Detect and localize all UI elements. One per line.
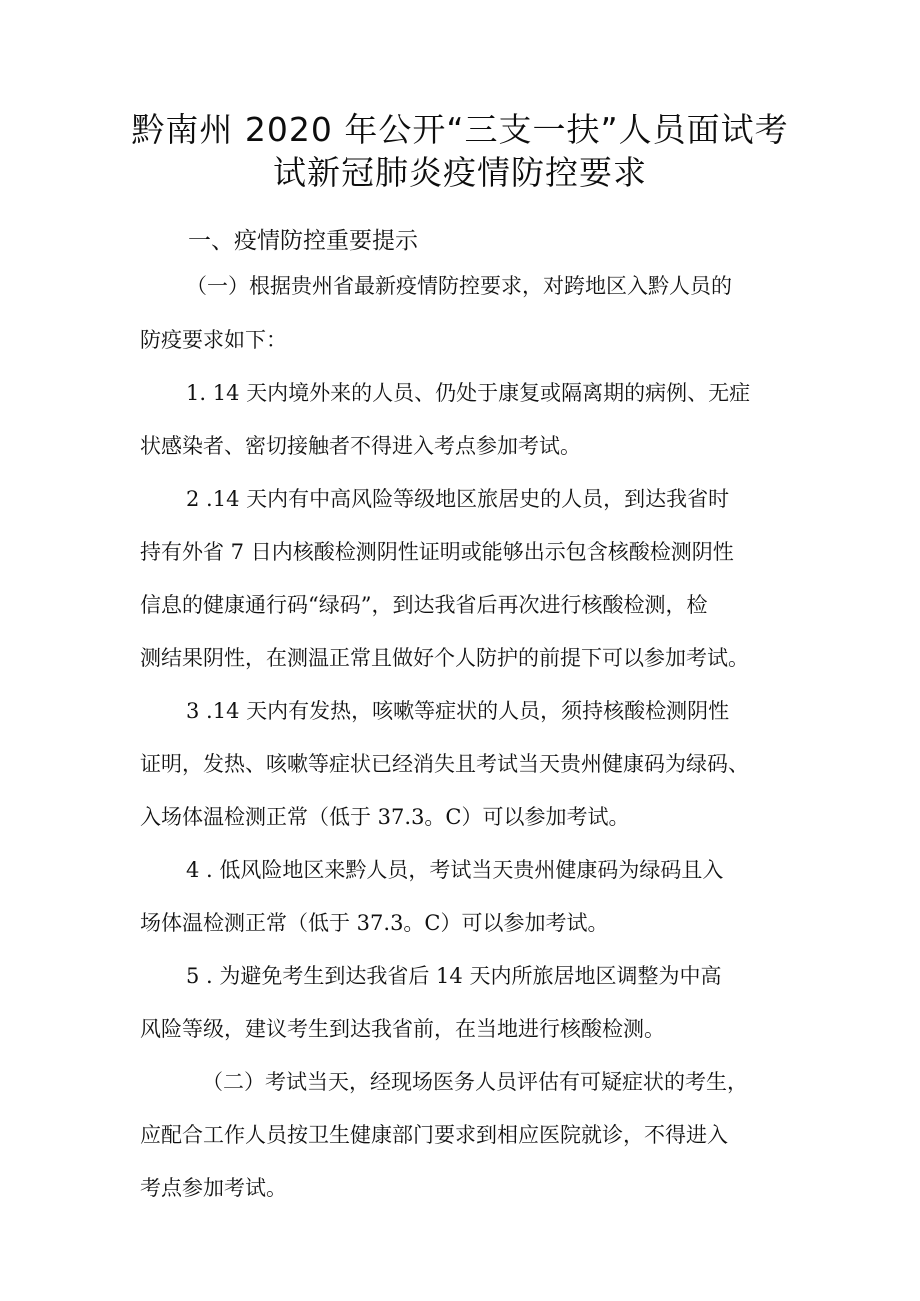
item3-line-3: 入场体温检测正常（低于 37.3。C）可以参加考试。 <box>140 805 630 829</box>
section-heading: 一、疫情防控重要提示 <box>188 228 418 254</box>
item3-line-1: 3 .14 天内有发热，咳嗽等症状的人员，须持核酸检测阴性 <box>186 699 730 723</box>
para1-line-2: 防疫要求如下： <box>140 328 287 352</box>
document-title-line-1: 黔南州 2020 年公开“三支一扶”人员面试考 <box>131 110 789 149</box>
item2-line-2: 持有外省 7 日内核酸检测阴性证明或能够出示包含核酸检测阴性 <box>140 540 734 564</box>
para2-line-3: 考点参加考试。 <box>140 1176 287 1200</box>
item5-line-2: 风险等级，建议考生到达我省前，在当地进行核酸检测。 <box>140 1017 665 1041</box>
item2-line-3: 信息的健康通行码“绿码”，到达我省后再次进行核酸检测，检 <box>140 593 708 617</box>
item2-line-4: 测结果阴性，在测温正常且做好个人防护的前提下可以参加考试。 <box>140 646 749 670</box>
item1-line-2: 状感染者、密切接触者不得进入考点参加考试。 <box>140 434 581 458</box>
item1-line-1: 1. 14 天内境外来的人员、仍处于康复或隔离期的病例、无症 <box>186 381 751 405</box>
para1-line-1: （一）根据贵州省最新疫情防控要求，对跨地区入黔人员的 <box>186 274 732 298</box>
item4-line-2: 场体温检测正常（低于 37.3。C）可以参加考试。 <box>140 911 609 935</box>
item4-line-1: 4 . 低风险地区来黔人员，考试当天贵州健康码为绿码且入 <box>186 858 724 882</box>
item2-line-1: 2 .14 天内有中高风险等级地区旅居史的人员，到达我省时 <box>186 487 730 511</box>
document-title-line-2: 试新冠肺炎疫情防控要求 <box>273 153 647 192</box>
item5-line-1: 5 . 为避免考生到达我省后 14 天内所旅居地区调整为中高 <box>186 964 722 988</box>
item3-line-2: 证明，发热、咳嗽等症状已经消失且考试当天贵州健康码为绿码、 <box>140 752 749 776</box>
para2-line-2: 应配合工作人员按卫生健康部门要求到相应医院就诊，不得进入 <box>140 1123 728 1147</box>
para2-line-1: （二）考试当天，经现场医务人员评估有可疑症状的考生， <box>202 1070 748 1094</box>
